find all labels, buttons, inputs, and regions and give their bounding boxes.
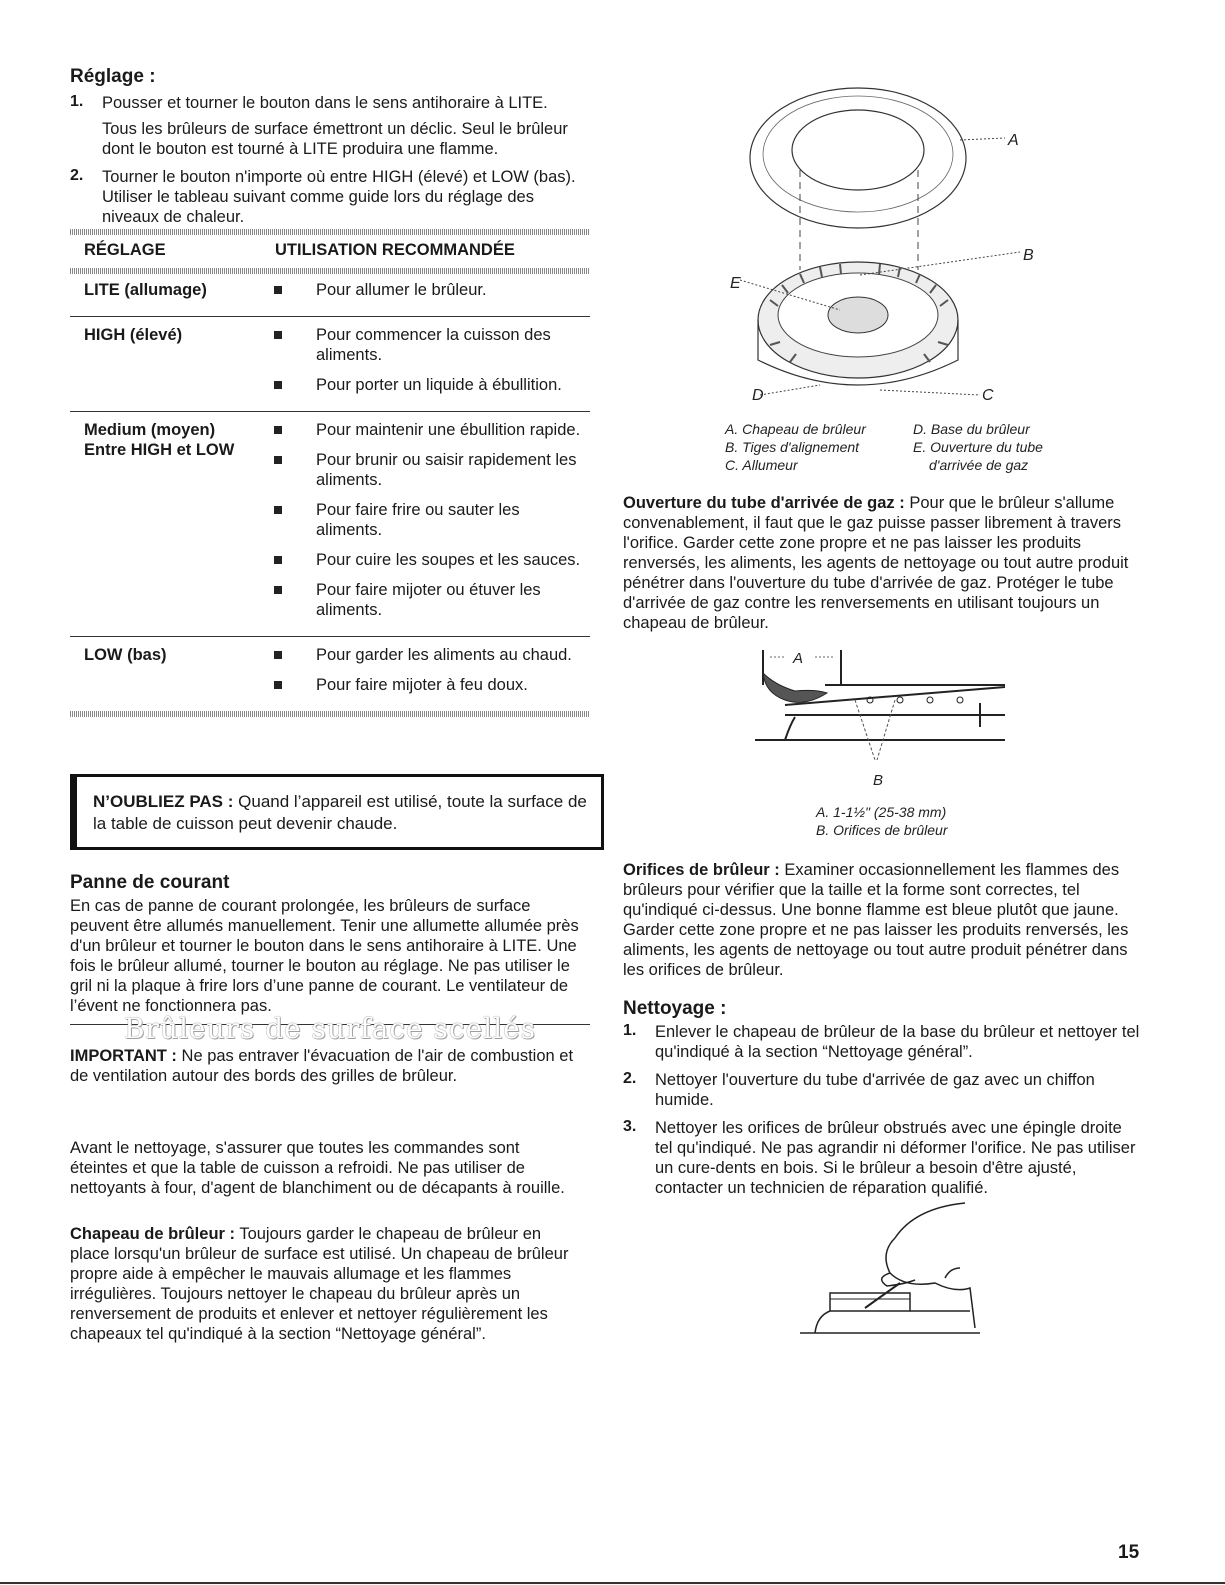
- reminder-label: N’OUBLIEZ PAS :: [93, 792, 234, 811]
- ouverture-paragraph: [623, 493, 1138, 633]
- panne-text: En cas de panne de courant prolongée, les brûleurs de surface peuvent être allumés manuellement. Tenir une allumette allumée près d'un brûleur et tourner le bouton dans le sens antihoraire à LITE. Une fois le brûleur allumé, tourner le bouton au réglage. Ne pas utiliser le gril ni la plaque à frire lors d’une panne de courant. Le ventilateur de l’évent ne fonctionnera pas.: [70, 897, 579, 1015]
- nettoyage-steps: [623, 1022, 1143, 1204]
- list-item: [623, 1070, 1143, 1110]
- reminder-text: Quand l’appareil est utilisé, toute la surface de la table de cuisson peut devenir chaude.: [93, 792, 587, 833]
- flame-shape: [763, 673, 827, 702]
- row-key: HIGH (élevé): [84, 326, 183, 344]
- step-number: 1.: [623, 1022, 637, 1039]
- burner-cap-shape: [750, 88, 966, 228]
- label-a: A: [1008, 132, 1019, 149]
- bottom-rule: [0, 1582, 1225, 1584]
- table-header: [70, 235, 590, 268]
- caption-line: B. Tiges d'alignement: [725, 439, 860, 455]
- orifices-paragraph: [623, 860, 1143, 980]
- list-item: [70, 93, 590, 159]
- settings-table: [70, 229, 590, 717]
- chapeau-label: Chapeau de brûleur :: [70, 1225, 236, 1243]
- list-item: [623, 1118, 1143, 1198]
- flame-label-b: B: [873, 772, 884, 789]
- burner-shape: [830, 1293, 910, 1311]
- important-paragraph: [70, 1046, 580, 1086]
- caption-line: d'arrivée de gaz: [929, 457, 1029, 473]
- ouverture-label: Ouverture du tube d'arrivée de gaz :: [623, 494, 905, 512]
- col-header-usage: UTILISATION RECOMMANDÉE: [275, 241, 515, 259]
- caption-line: A. Chapeau de brûleur: [725, 421, 866, 437]
- panne-heading: Panne de courant: [70, 872, 230, 893]
- burner-diagram: [720, 70, 1060, 410]
- reminder-box: [70, 774, 604, 850]
- label-d: D: [752, 387, 764, 404]
- important-text: Ne pas entraver l'évacuation de l'air de combustion et de ventilation autour des bords des grilles de brûleur.: [70, 1047, 574, 1085]
- table-row: [70, 636, 590, 711]
- flame-diagram: [755, 645, 1015, 790]
- table-row: [70, 274, 590, 316]
- step-text: Nettoyer les orifices de brûleur obstrués avec une épingle droite tel qu'indiqué. Ne pas agrandir ni déformer l'orifice. Ne pas utiliser un cure-dents en bois. Si le brûleur a besoin d'être ajusté, contacter un technicien de réparation qualifié.: [655, 1119, 1136, 1197]
- reglage-heading: Réglage :: [70, 66, 156, 87]
- chapeau-text: Toujours garder le chapeau de brûleur en place lorsqu'un brûleur de surface est utilisé. Un chapeau de brûleur propre aide à empêcher le mauvais allumage et les flammes irrégulières. Toujours nettoyer le chapeau du brûleur après un renversement de produits et enlever et nettoyer régulièrement les chapeaux tel qu'indiqué à la section “Nettoyage général”.: [70, 1225, 569, 1343]
- caption-line: D. Base du brûleur: [913, 421, 1030, 437]
- table-bottom-rule: [70, 711, 590, 717]
- row-item: Pour faire mijoter à feu doux.: [274, 675, 590, 695]
- row-item: Pour faire mijoter ou étuver les aliments.: [274, 580, 590, 620]
- row-key-line: Entre HIGH et LOW: [84, 441, 235, 459]
- label-b: B: [1023, 247, 1034, 264]
- row-item: Pour garder les aliments au chaud.: [274, 645, 590, 665]
- orifices-label: Orifices de brûleur :: [623, 861, 780, 879]
- col-header-setting: RÉGLAGE: [84, 241, 166, 259]
- row-key: LITE (allumage): [84, 281, 207, 299]
- row-key: [70, 420, 274, 630]
- caption-line: C. Allumeur: [725, 457, 798, 473]
- flame-diagram-captions: [816, 803, 1016, 839]
- step-text: Pousser et tourner le bouton dans le sens antihoraire à LITE.: [102, 94, 548, 112]
- step-text: Tourner le bouton n'importe où entre HIGH (élevé) et LOW (bas). Utiliser le tableau suivant comme guide lors du réglage des niveaux de chaleur.: [102, 168, 576, 226]
- row-key: LOW (bas): [84, 646, 167, 664]
- caption-line: B. Orifices de brûleur: [816, 822, 948, 838]
- hand-shape: [886, 1203, 975, 1328]
- row-item: Pour brunir ou saisir rapidement les aliments.: [274, 450, 590, 490]
- ouverture-text: Pour que le brûleur s'allume convenablement, il faut que le gaz puisse passer librement à travers l'orifice. Garder cette zone propre et ne pas laisser les produits renversés, les aliments, les agents de nettoyage ou tout autre produit pénétrer dans l'ouverture du tube d'arrivée de gaz. Protéger le tube d'arrivée de gaz contre les renversements en utilisant toujours un chapeau de brûleur.: [623, 494, 1129, 632]
- caption-line: A. 1-1½" (25-38 mm): [816, 804, 947, 820]
- row-key-line: Medium (moyen): [84, 421, 216, 439]
- page-number: 15: [1118, 1542, 1140, 1563]
- list-item: [623, 1022, 1143, 1062]
- cleaning-illustration: [795, 1198, 985, 1338]
- step-number: 3.: [623, 1118, 637, 1135]
- table-row: [70, 411, 590, 636]
- flame-label-a: A: [793, 650, 804, 667]
- step-text: Enlever le chapeau de brûleur de la base du brûleur et nettoyer tel qu'indiqué à la section “Nettoyage général”.: [655, 1023, 1140, 1061]
- row-item: Pour cuire les soupes et les sauces.: [274, 550, 590, 570]
- row-item: Pour allumer le brûleur.: [274, 280, 590, 300]
- step-number: 2.: [70, 167, 84, 184]
- chapeau-paragraph: [70, 1224, 585, 1344]
- row-item: Pour commencer la cuisson des aliments.: [274, 325, 590, 365]
- step-text: Tous les brûleurs de surface émettront un déclic. Seul le brûleur dont le bouton est tourné à LITE produira une flamme.: [102, 120, 568, 158]
- important-label: IMPORTANT :: [70, 1047, 177, 1065]
- step-text: Nettoyer l'ouverture du tube d'arrivée de gaz avec un chiffon humide.: [655, 1071, 1095, 1109]
- label-e: E: [730, 275, 741, 292]
- section-title: Brûleurs de surface scellés: [123, 1012, 537, 1045]
- row-item: Pour faire frire ou sauter les aliments.: [274, 500, 590, 540]
- nettoyage-heading: Nettoyage :: [623, 998, 727, 1019]
- reglage-steps: [70, 93, 590, 233]
- label-c: C: [982, 387, 994, 404]
- avant-paragraph: Avant le nettoyage, s'assurer que toutes les commandes sont éteintes et que la table de cuisson a refroidi. Ne pas utiliser de nettoyants à four, d'agent de blanchiment ou de décapants à rouille.: [70, 1139, 565, 1197]
- caption-line: E. Ouverture du tube: [913, 439, 1043, 455]
- orifices-text: Examiner occasionnellement les flammes des brûleurs pour vérifier que la taille et la forme sont correctes, tel qu'indiqué ci-dessus. Une bonne flamme est bleue plutôt que jaune. Garder cette zone propre et ne pas laisser les produits renversés, les aliments, les agents de nettoyage ou tout autre produit pénétrer dans les orifices de brûleur.: [623, 861, 1129, 979]
- row-item: Pour maintenir une ébullition rapide.: [274, 420, 590, 440]
- list-item: [70, 167, 590, 227]
- row-item: Pour porter un liquide à ébullition.: [274, 375, 590, 395]
- step-number: 1.: [70, 93, 84, 110]
- table-row: [70, 316, 590, 411]
- step-number: 2.: [623, 1070, 637, 1087]
